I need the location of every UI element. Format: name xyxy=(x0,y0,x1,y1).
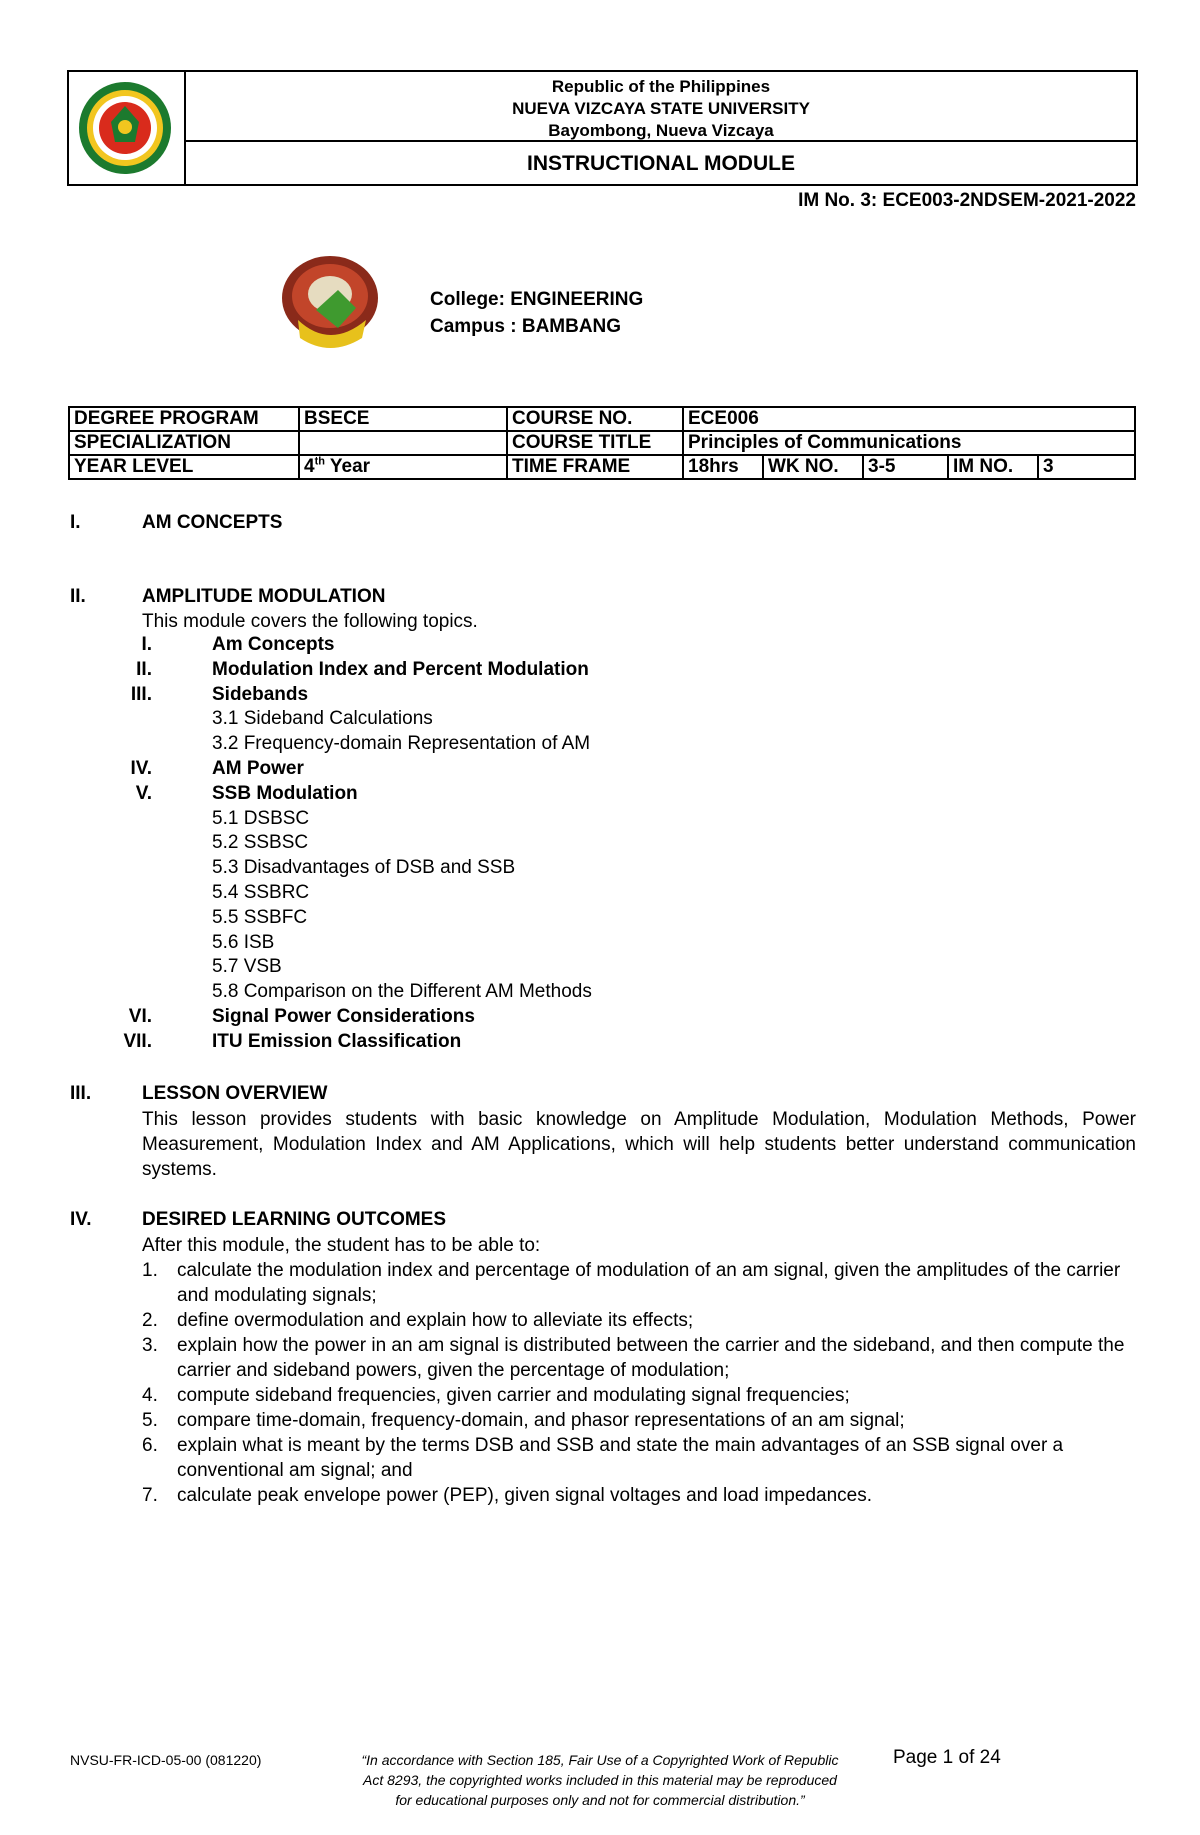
list-item xyxy=(142,955,842,980)
outcome-number: 7. xyxy=(142,1485,158,1506)
topic-label: ITU Emission Classification xyxy=(212,1030,462,1052)
wk-no-label: WK NO. xyxy=(763,455,863,479)
topic-label: Sidebands xyxy=(212,683,309,705)
topic-number: III. xyxy=(130,683,152,705)
outcome-text: calculate the modulation index and percentage of modulation of an am signal, given the amplitudes of the carrier and modulating signals; xyxy=(177,1260,1121,1306)
topic-label: SSB Modulation xyxy=(212,782,358,804)
table-row xyxy=(69,407,1135,431)
topic-label: 5.2 SSBSC xyxy=(212,832,309,854)
list-item xyxy=(142,931,842,956)
list-item xyxy=(142,831,842,856)
form-code: NVSU-FR-ICD-05-00 (081220) xyxy=(70,1752,262,1768)
table-row xyxy=(69,431,1135,455)
outcome-text: explain what is meant by the terms DSB and SSB and state the main advantages of an SSB signal over a conventional am signal; and xyxy=(177,1435,1064,1481)
section-1-title: AM CONCEPTS xyxy=(142,512,283,533)
list-item xyxy=(136,658,842,683)
year-level-label: YEAR LEVEL xyxy=(69,455,299,479)
university-seal-icon xyxy=(69,72,184,184)
list-item xyxy=(142,1333,1136,1383)
outcome-text: compare time-domain, frequency-domain, and phasor representations of an am signal; xyxy=(177,1410,905,1431)
outcome-number: 3. xyxy=(142,1335,158,1356)
topic-label: AM Power xyxy=(212,757,304,779)
copyright-notice-line: Act 8293, the copyrighted works included in this material may be reproduced xyxy=(363,1772,837,1788)
table-row xyxy=(69,455,1135,479)
wk-no-value: 3-5 xyxy=(863,455,948,479)
list-item xyxy=(142,707,842,732)
im-no-label: IM NO. xyxy=(948,455,1038,479)
outcome-text: explain how the power in an am signal is distributed between the carrier and the sideband, and then compute the carrier and sideband powers, given the percentage of modulation; xyxy=(177,1335,1125,1381)
outcome-number: 4. xyxy=(142,1385,158,1406)
outcome-text: calculate peak envelope power (PEP), given signal voltages and load impedances. xyxy=(177,1485,872,1506)
lesson-overview-text: This lesson provides students with basic knowledge on Amplitude Modulation, Modulation Methods, Power Measurement, Modulation Index and AM Applications, which will help students better understand communication systems. xyxy=(142,1109,1136,1180)
copyright-notice-line: for educational purposes only and not for commercial distribution.” xyxy=(395,1792,805,1808)
topic-number: VII. xyxy=(123,1030,152,1052)
list-item xyxy=(142,1308,1136,1333)
list-item xyxy=(142,1383,1136,1408)
outcome-number: 1. xyxy=(142,1260,158,1281)
year-level-sup: th xyxy=(314,455,325,468)
specialization-label: SPECIALIZATION xyxy=(69,431,299,455)
topic-number: II. xyxy=(136,658,152,680)
topic-label: 5.1 DSBSC xyxy=(212,807,310,829)
section-2-intro: This module covers the following topics. xyxy=(142,611,478,632)
college-name: College: ENGINEERING xyxy=(430,289,644,310)
page-number: Page 1 of 24 xyxy=(893,1747,1001,1768)
list-item xyxy=(128,1005,842,1030)
list-item xyxy=(142,807,842,832)
list-item xyxy=(142,906,842,931)
section-4-number: IV. xyxy=(70,1209,92,1230)
topic-label: 3.1 Sideband Calculations xyxy=(212,708,433,730)
header-republic: Republic of the Philippines xyxy=(551,77,771,96)
list-item xyxy=(142,980,842,1005)
course-title-value: Principles of Communications xyxy=(683,431,1135,455)
outcome-number: 2. xyxy=(142,1310,158,1331)
year-level-rest: Year xyxy=(324,456,371,477)
header-location: Bayombong, Nueva Vizcaya xyxy=(548,121,774,140)
topic-number: VI. xyxy=(128,1005,152,1027)
logo-cell xyxy=(69,72,186,184)
topic-label: 5.4 SSBRC xyxy=(212,881,310,903)
course-no-label: COURSE NO. xyxy=(507,407,683,431)
course-no-value: ECE006 xyxy=(683,407,1135,431)
list-item xyxy=(142,1483,1136,1508)
section-4-title: DESIRED LEARNING OUTCOMES xyxy=(142,1209,447,1230)
copyright-notice xyxy=(320,1750,880,1810)
topic-label: 5.8 Comparison on the Different AM Methods xyxy=(212,981,592,1003)
header-institution xyxy=(186,72,1136,142)
list-item xyxy=(142,1258,1136,1308)
time-frame-label: TIME FRAME xyxy=(507,455,683,479)
list-item xyxy=(142,633,842,658)
section-3-title: LESSON OVERVIEW xyxy=(142,1083,328,1104)
course-title-label: COURSE TITLE xyxy=(507,431,683,455)
year-level-value xyxy=(299,455,507,479)
header-university: NUEVA VIZCAYA STATE UNIVERSITY xyxy=(512,99,810,118)
outcome-number: 6. xyxy=(142,1435,158,1456)
specialization-value xyxy=(299,431,507,455)
list-item xyxy=(142,881,842,906)
topic-label: 5.3 Disadvantages of DSB and SSB xyxy=(212,857,516,879)
time-frame-value: 18hrs xyxy=(683,455,763,479)
topic-label: 5.7 VSB xyxy=(212,956,282,978)
section-2-title: AMPLITUDE MODULATION xyxy=(142,586,386,607)
module-title: INSTRUCTIONAL MODULE xyxy=(527,152,795,175)
campus-name: Campus : BAMBANG xyxy=(430,316,622,337)
topic-label: 3.2 Frequency-domain Representation of AM xyxy=(212,733,591,755)
list-item xyxy=(130,683,842,708)
topic-list xyxy=(123,633,842,1055)
outcomes-list xyxy=(142,1258,1136,1508)
outcome-text: compute sideband frequencies, given carrier and modulating signal frequencies; xyxy=(177,1385,850,1406)
list-item xyxy=(142,1433,1136,1483)
degree-program-label: DEGREE PROGRAM xyxy=(69,407,299,431)
topic-number: V. xyxy=(135,782,152,804)
list-item xyxy=(130,757,842,782)
topic-number: IV. xyxy=(130,757,152,779)
section-2-number: II. xyxy=(70,586,86,607)
list-item xyxy=(142,1408,1136,1433)
degree-program-value: BSECE xyxy=(299,407,507,431)
im-number: IM No. 3: ECE003-2NDSEM-2021-2022 xyxy=(798,190,1136,211)
outcome-number: 5. xyxy=(142,1410,158,1431)
outcome-text: define overmodulation and explain how to alleviate its effects; xyxy=(177,1310,694,1331)
list-item xyxy=(142,732,842,757)
outcomes-intro: After this module, the student has to be able to: xyxy=(142,1235,541,1256)
topic-label: 5.5 SSBFC xyxy=(212,906,308,928)
year-level-num: 4 xyxy=(304,456,315,477)
section-3-number: III. xyxy=(70,1083,92,1104)
topic-label: Signal Power Considerations xyxy=(212,1005,475,1027)
im-no-value: 3 xyxy=(1038,455,1135,479)
college-engineering-logo-icon xyxy=(278,250,383,356)
topic-label: Am Concepts xyxy=(212,634,335,655)
list-item xyxy=(142,856,842,881)
section-1-number: I. xyxy=(70,512,81,533)
topic-label: Modulation Index and Percent Modulation xyxy=(212,658,589,680)
list-item xyxy=(123,1030,842,1055)
copyright-notice-line: “In accordance with Section 185, Fair Use of a Copyrighted Work of Republic xyxy=(361,1752,839,1768)
topic-label: 5.6 ISB xyxy=(212,931,275,953)
list-item xyxy=(135,782,842,807)
topic-number: I. xyxy=(141,634,152,655)
course-info-table xyxy=(68,406,1136,480)
document-header xyxy=(67,70,1138,186)
college-info xyxy=(430,286,643,340)
